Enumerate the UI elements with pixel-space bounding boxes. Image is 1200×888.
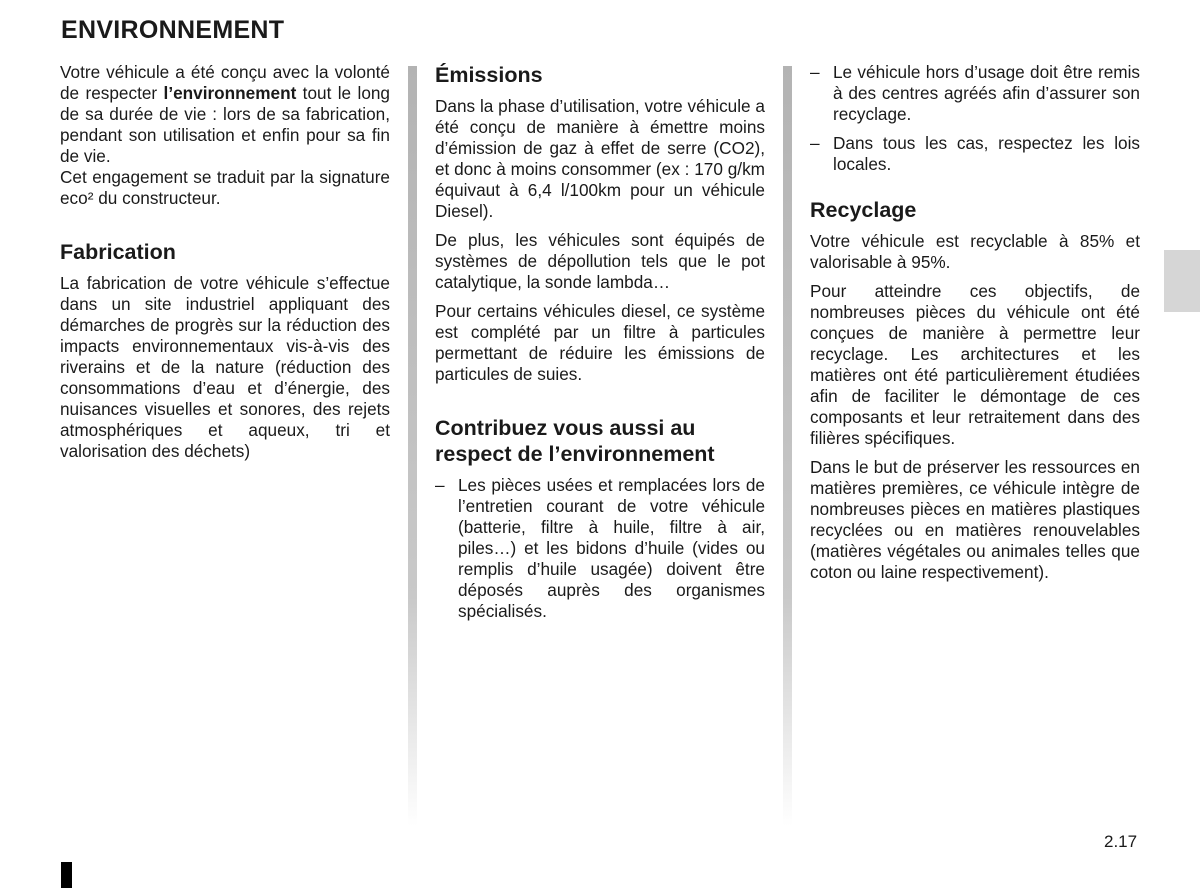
- list-item: [810, 133, 1140, 175]
- list-item: [810, 62, 1140, 125]
- list-item-text: Les pièces usées et remplacées lors de l’entretien courant de votre véhicule (batterie, filtre à huile, filtre à air, piles…) et les bidons d’huile (vides ou remplis d’huile usagée) doivent être déposés auprès des organismes spécialisés.: [458, 475, 765, 621]
- emissions-paragraph-3: Pour certains véhicules diesel, ce système est complété par un filtre à particules permettant de réduire les émissions de particules de suies.: [435, 301, 765, 384]
- intro-paragraph: [60, 62, 390, 167]
- column-divider-bar: [408, 66, 417, 826]
- list-item-text: Le véhicule hors d’usage doit être remis à des centres agréés afin d’assurer son recyclage.: [833, 62, 1140, 124]
- intro-bold-text: l’environnement: [163, 83, 297, 103]
- commitment-paragraph: Cet engagement se traduit par la signature eco² du constructeur.: [60, 167, 390, 208]
- page-number: 2.17: [1104, 832, 1138, 851]
- column-middle: [435, 62, 765, 630]
- page-title: ENVIRONNEMENT: [61, 16, 285, 44]
- column-divider-bar: [783, 66, 792, 826]
- emissions-paragraph-1: Dans la phase d’utilisation, votre véhicule a été conçu de manière à émettre moins d’émission de gaz à effet de serre (CO2), et donc à moins consommer (ex : 170 g/km équivaut à 6,4 l/100km pour un véhicule Diesel).: [435, 96, 765, 221]
- recycling-heading: Recyclage: [810, 198, 917, 222]
- section-thumb-tab: [1164, 250, 1200, 312]
- recycling-paragraph-2: Pour atteindre ces objectifs, de nombreuses pièces du véhicule ont été conçues de manière à permettre leur recyclage. Les architectures et les matières ont été particulièrement étudiées afin de faciliter le démontage de ces composants et leur retraitement dans des filières spécifiques.: [810, 281, 1140, 448]
- column-right: [810, 62, 1140, 591]
- column-left: [60, 62, 390, 470]
- emissions-paragraph-2: De plus, les véhicules sont équipés de systèmes de dépollution tels que le pot catalytique, la sonde lambda…: [435, 230, 765, 292]
- intro-text: Votre véhicule a été conçu avec la volonté de respecter: [60, 62, 390, 103]
- contribute-heading: Contribuez vous aussi au respect de l’environnement: [435, 416, 715, 466]
- recycling-paragraph-3: Dans le but de préserver les ressources en matières premières, ce véhicule intègre de nombreuses pièces en matières plastiques recyclées ou en matières renouvelables (matières végétales ou animales telles que coton ou laine respectivement).: [810, 457, 1140, 582]
- emissions-heading: Émissions: [435, 63, 543, 87]
- corner-crop-mark: [61, 862, 72, 888]
- intro-rest-text: tout le long de sa durée de vie : lors de sa fabrication, pendant son utilisation et enfin pour sa fin de vie.: [60, 83, 390, 166]
- fabrication-heading: Fabrication: [60, 240, 176, 264]
- recycling-paragraph-1: Votre véhicule est recyclable à 85% et valorisable à 95%.: [810, 231, 1140, 272]
- list-item: [435, 475, 765, 622]
- dash-bullet: –: [810, 62, 820, 82]
- fabrication-paragraph: La fabrication de votre véhicule s’effectue dans un site industriel appliquant des démarches de progrès sur la réduction des impacts environnementaux vis-à-vis des riverains et de la nature (réduction des consommations d’eau et d’énergie, des nuisances visuelles et sonores, des rejets atmosphériques et aqueux, tri et valorisation des déchets): [60, 273, 390, 461]
- dash-bullet: –: [810, 133, 820, 153]
- dash-bullet: –: [435, 475, 445, 495]
- list-item-text: Dans tous les cas, respectez les lois locales.: [833, 133, 1140, 174]
